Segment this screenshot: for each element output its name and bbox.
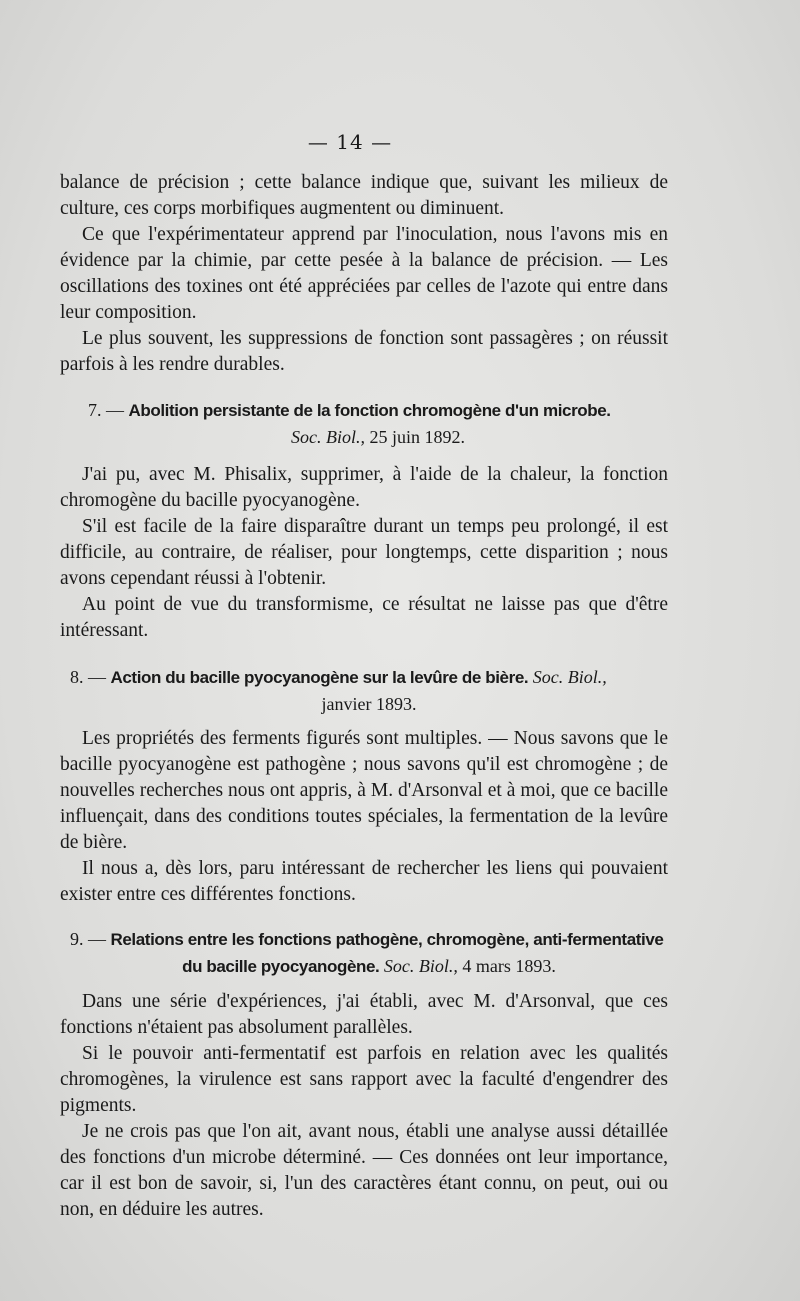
section-7-text	[60, 462, 668, 644]
section-title: Relations entre les fonctions pathogène, chromogène, anti-fermentative	[110, 930, 664, 949]
section-number: 7. —	[88, 400, 129, 420]
section-number: 8. —	[70, 667, 111, 687]
page-number: — 14 —	[307, 130, 393, 154]
section-number: 9. —	[70, 929, 111, 949]
reference-date: 25 juin 1892.	[364, 427, 465, 447]
section-8-heading	[70, 664, 668, 717]
section-title: Abolition persistante de la fonction chromogène d'un microbe.	[128, 401, 611, 420]
reference-journal: Soc. Biol.,	[379, 956, 458, 976]
paragraph: Les propriétés des ferments figurés sont multiples. — Nous savons que le bacille pyocyanogène est pathogène ; nous savons qu'il est chromogène ; de nouvelles recherches nous ont appris, à M. d'Arsonval et à moi, que ce bacille influençait, dans des conditions toutes spéciales, la fermentation de la levûre de bière.	[60, 728, 668, 853]
paragraph: balance de précision ; cette balance indique que, suivant les milieux de culture, ces corps morbifiques augmentent ou diminuent.	[60, 172, 668, 219]
reference-date: janvier 1893.	[321, 694, 417, 714]
section-title: Action du bacille pyocyanogène sur la levûre de bière.	[110, 668, 529, 687]
section-9-text	[60, 989, 668, 1223]
paragraph: Si le pouvoir anti-fermentatif est parfois en relation avec les qualités chromogènes, la virulence est sans rapport avec la faculté d'engendrer des pigments.	[60, 1043, 668, 1116]
reference-journal: Soc. Biol.,	[290, 427, 365, 447]
paragraph: J'ai pu, avec M. Phisalix, supprimer, à l'aide de la chaleur, la fonction chromogène du bacille pyocyanogène.	[60, 464, 668, 511]
paragraph: Dans une série d'expériences, j'ai établi, avec M. d'Arsonval, que ces fonctions n'étaient pas absolument parallèles.	[60, 991, 668, 1038]
reference-journal: Soc. Biol.,	[528, 667, 607, 687]
section-9-heading	[70, 926, 668, 980]
paragraph: Je ne crois pas que l'on ait, avant nous, établi une analyse aussi détaillée des fonctions d'un microbe déterminé. — Ces données ont leur importance, car il est bon de savoir, si, l'un des caractères étant connu, on peut, oui ou non, en déduire les autres.	[60, 1121, 668, 1220]
paragraph: Il nous a, dès lors, paru intéressant de rechercher les liens qui pouvaient exister entre ces différentes fonctions.	[60, 858, 668, 905]
paragraph: Au point de vue du transformisme, ce résultat ne laisse pas que d'être intéressant.	[60, 594, 668, 641]
paragraph: Ce que l'expérimentateur apprend par l'inoculation, nous l'avons mis en évidence par la chimie, par cette pesée à la balance de précision. — Les oscillations des toxines ont été appréciées par celles de l'azote qui entre dans leur composition.	[60, 224, 668, 323]
paragraph: Le plus souvent, les suppressions de fonction sont passagères ; on réussit parfois à les rendre durables.	[60, 328, 668, 375]
section-title-continued: du bacille pyocyanogène.	[182, 957, 380, 976]
section-8-text	[60, 726, 668, 908]
section-7-heading	[88, 397, 668, 450]
reference-date: 4 mars 1893.	[457, 956, 556, 976]
intro-text-block	[60, 170, 668, 378]
paragraph: S'il est facile de la faire disparaître durant un temps peu prolongé, il est difficile, au contraire, de réaliser, pour longtemps, cette disparition ; nous avons cependant réussi à l'obtenir.	[60, 516, 668, 589]
